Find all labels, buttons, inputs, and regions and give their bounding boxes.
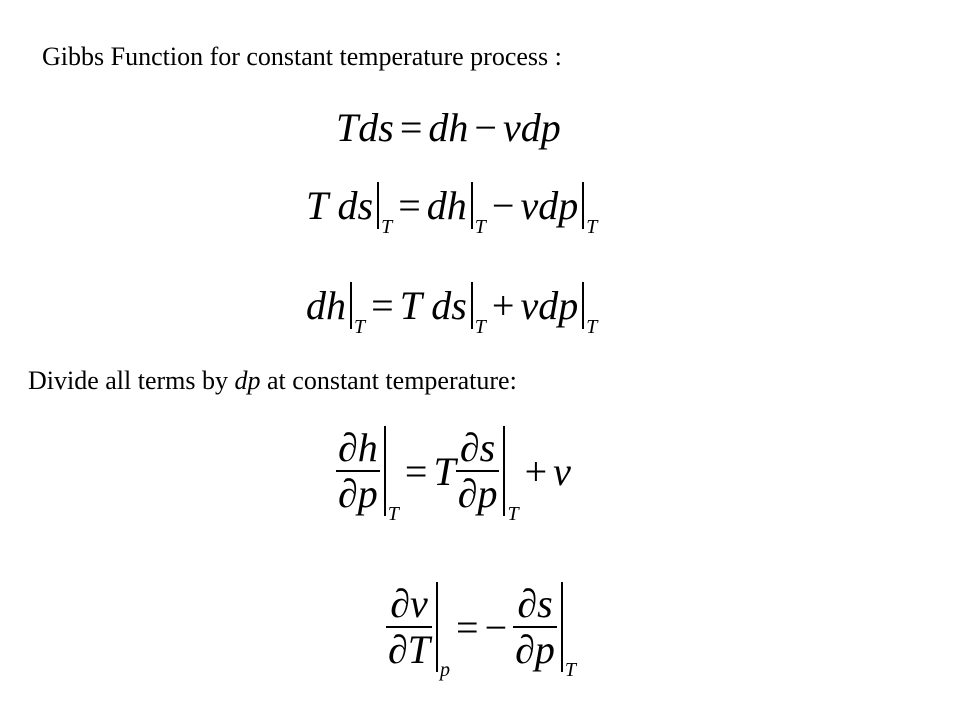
eq5-frac2 [513,582,557,672]
eq5-fraction-dv-dt [386,581,451,681]
eq5-frac1-numerator: ∂v [390,581,428,626]
eq2-term-a [306,182,393,238]
eq4-v: v [553,448,571,494]
instruction-text [28,366,517,396]
instruction-after: at constant temperature: [260,366,517,395]
eq3-a-subscript: T [354,316,366,338]
eq1-lhs: Tds [336,105,394,150]
eq4-equals: = [404,448,428,494]
eq5-minus: − [484,604,508,650]
eq5-fraction-ds-dp [513,581,577,681]
eq3-term-c [520,282,598,338]
equation-dh-constant-t [306,282,598,338]
instruction-before: Divide all terms by [28,366,235,395]
eq4-frac2 [456,426,500,516]
eq4-frac2-numerator: ∂s [459,425,496,470]
eq4-frac1-denominator: ∂p [338,471,378,516]
instruction-variable: dp [234,366,261,395]
eq1-term-vdp: vdp [502,105,561,150]
eq4-frac2-denominator: ∂p [457,471,498,516]
eq4-fraction-ds-dp [456,425,519,525]
eq5-frac2-subscript: T [564,659,577,681]
eq5-frac1-denominator: ∂T [388,627,431,672]
eq2-b-subscript: T [474,216,486,238]
eq3-term-b [399,282,486,338]
eq1-equals: = [399,105,423,150]
eq4-frac1 [336,426,380,516]
equation-partial-h [336,425,571,525]
eq3-c-subscript: T [586,316,598,338]
eq3-equals: = [371,283,394,328]
eq2-minus: − [491,183,515,228]
eq3-term-a [306,282,366,338]
equation-tds-basic [336,104,561,151]
equation-maxwell-relation [386,581,577,681]
eq5-frac2-denominator: ∂p [515,627,555,672]
eq4-fraction-dh-dp [336,425,399,525]
eq3-b-subscript: T [474,316,486,338]
heading-text: Gibbs Function for constant temperature process : [42,42,562,71]
eq4-frac1-subscript: T [387,503,399,525]
eq3-a-text: dh [306,283,346,328]
eq3-c-text: vdp [520,283,579,328]
equation-tds-constant-t [306,182,598,238]
eq2-a-text: T ds [306,183,374,228]
eq4-frac1-numerator: ∂h [338,425,378,470]
eq2-term-c [520,182,598,238]
eq3-plus: + [491,283,515,328]
eq4-t: T [433,448,456,494]
eq4-frac2-subscript: T [507,503,519,525]
eq2-c-subscript: T [586,216,598,238]
eq1-minus: − [474,105,497,150]
eq2-equals: = [398,183,421,228]
eq5-frac2-numerator: ∂s [517,581,553,626]
eq5-frac1 [386,582,432,672]
eq3-b-text: T ds [399,283,467,328]
eq2-c-text: vdp [520,183,579,228]
eq5-frac1-subscript: p [440,659,451,681]
eq1-term-dh: dh [428,105,469,150]
eq2-b-text: dh [426,183,467,228]
eq2-a-subscript: T [381,216,393,238]
eq2-term-b [426,182,486,238]
eq4-plus: + [524,448,548,494]
eq5-equals: = [456,604,479,650]
